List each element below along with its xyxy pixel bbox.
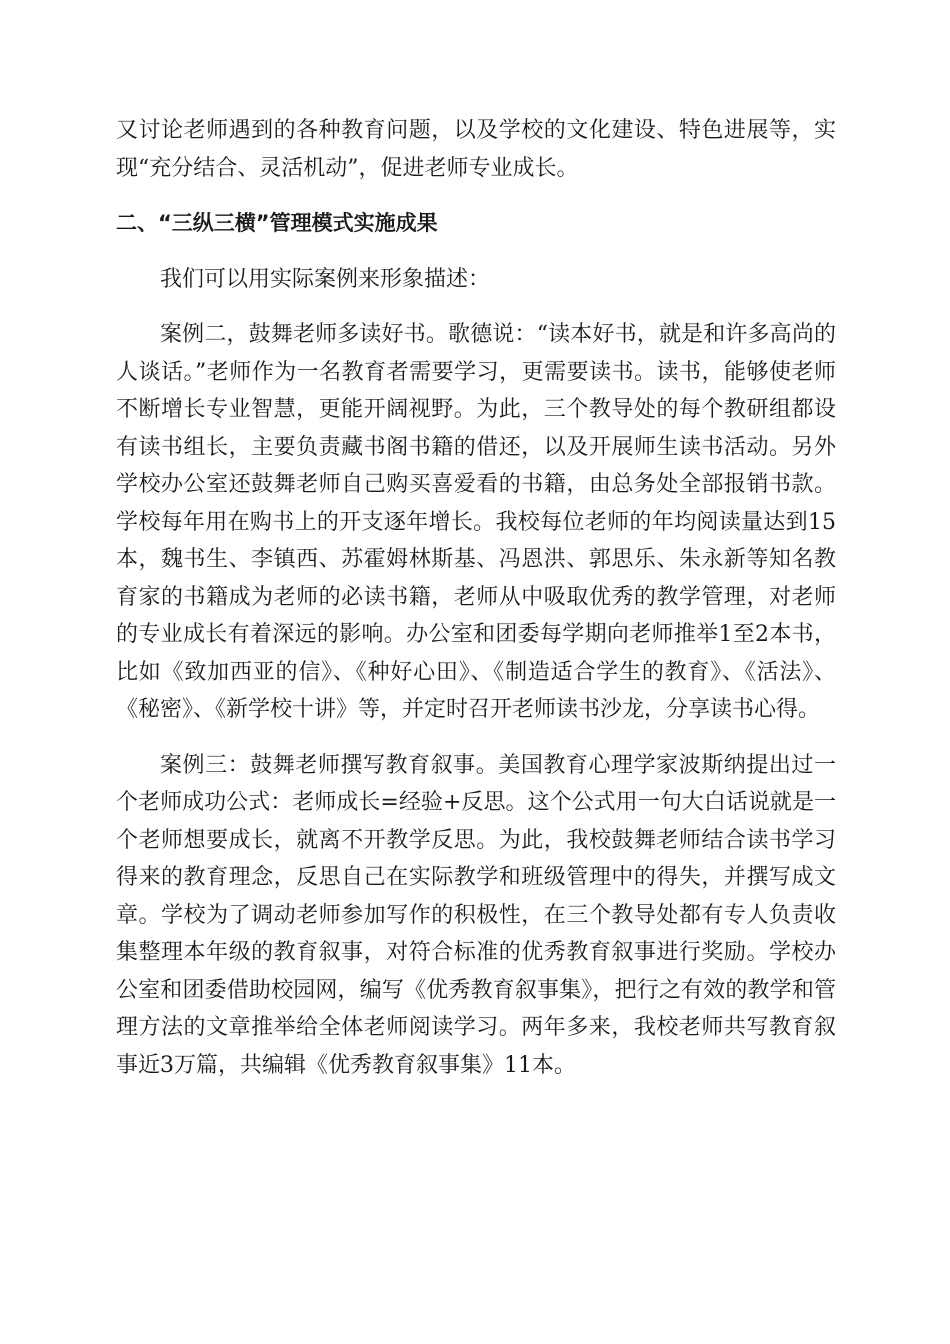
case-two-paragraph: 案例二，鼓舞老师多读好书。歌德说：“读本好书，就是和许多高尚的人谈话。”老师作为一名教育者需要学习，更需要读书。读书，能够使老师不断增长专业智慧，更能开阔视野。为此，三个教导处的每个教研组都设有读书组长，主要负责藏书阁书籍的借还，以及开展师生读书活动。另外学校办公室还鼓舞老师自己购买喜爱看的书籍，由总务处全部报销书款。学校每年用在购书上的开支逐年增长。我校每位老师的年均阅读量达到15本，魏书生、李镇西、苏霍姆林斯基、冯恩洪、郭思乐、朱永新等知名教育家的书籍成为老师的必读书籍，老师从中吸取优秀的教学管理，对老师的专业成长有着深远的影响。办公室和团委每学期向老师推举1至2本书，比如《致加西亚的信》、《种好心田》、《制造适合学生的教育》、《活法》、《秘密》、《新学校十讲》等，并定时召开老师读书沙龙，分享读书心得。 xyxy=(116,322,836,722)
intro-paragraph: 又讨论老师遇到的各种教育问题，以及学校的文化建设、特色进展等，实现“充分结合、灵活机动”，促进老师专业成长。 xyxy=(116,118,836,181)
lead-paragraph: 我们可以用实际案例来形象描述： xyxy=(160,266,491,292)
document-page xyxy=(116,112,836,1084)
section-heading: 二、“三纵三横”管理模式实施成果 xyxy=(116,211,438,235)
case-three-paragraph: 案例三：鼓舞老师撰写教育叙事。美国教育心理学家波斯纳提出过一个老师成功公式：老师成长=经验+反思。这个公式用一句大白话说就是一个老师想要成长，就离不开教学反思。为此，我校鼓舞老师结合读书学习得来的教育理念，反思自己在实际教学和班级管理中的得失，并撰写成文章。学校为了调动老师参加写作的积极性，在三个教导处都有专人负责收集整理本年级的教育叙事，对符合标准的优秀教育叙事进行奖励。学校办公室和团委借助校园网，编写《优秀教育叙事集》，把行之有效的教学和管理方法的文章推举给全体老师阅读学习。两年多来，我校老师共写教育叙事近3万篇，共编辑《优秀教育叙事集》11本。 xyxy=(116,752,836,1078)
